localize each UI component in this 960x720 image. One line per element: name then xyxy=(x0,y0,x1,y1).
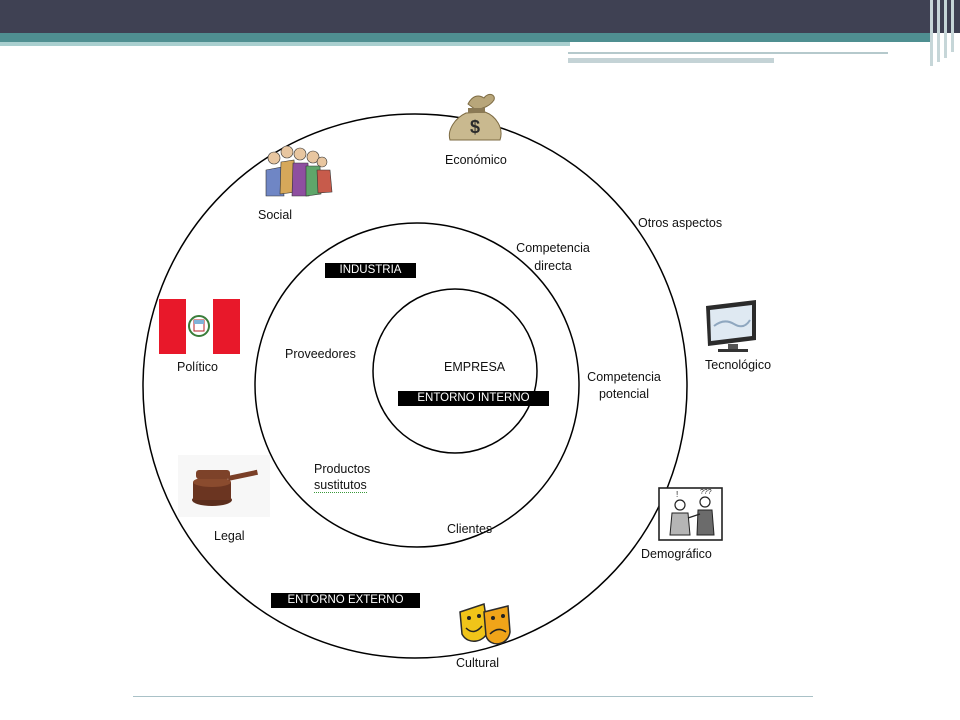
label-clientes: Clientes xyxy=(447,522,493,536)
peru-flag-icon xyxy=(159,299,240,354)
label-cultural: Cultural xyxy=(456,656,500,670)
people-group-icon xyxy=(266,146,332,196)
label-competencia-potencial: Competencia potencial xyxy=(587,370,661,401)
theater-masks-icon xyxy=(460,604,510,644)
tag-entorno-interno: ENTORNO INTERNO xyxy=(398,391,549,406)
label-empresa: EMPRESA xyxy=(444,360,506,374)
label-tecnologico: Tecnológico xyxy=(705,358,772,372)
tag-industria: INDUSTRIA xyxy=(325,263,416,278)
label-demografico: Demográfico xyxy=(641,547,712,561)
svg-text:$: $ xyxy=(469,117,481,137)
svg-text:???: ??? xyxy=(700,489,712,496)
label-legal: Legal xyxy=(214,529,245,543)
demographic-people-icon xyxy=(659,488,722,540)
gavel-icon xyxy=(178,455,270,517)
svg-text:!: ! xyxy=(676,490,679,499)
computer-monitor-icon xyxy=(706,300,756,352)
label-competencia-directa: Competencia directa xyxy=(516,241,590,273)
footer-rule xyxy=(133,696,813,697)
label-productos-sustitutos: Productos sustitutos xyxy=(314,462,371,492)
label-otros-aspectos: Otros aspectos xyxy=(638,216,723,230)
label-social: Social xyxy=(258,208,293,222)
label-economico: Económico xyxy=(445,153,507,167)
label-politico: Político xyxy=(177,360,218,374)
tag-entorno-externo: ENTORNO EXTERNO xyxy=(271,593,420,608)
label-proveedores: Proveedores xyxy=(285,347,356,361)
